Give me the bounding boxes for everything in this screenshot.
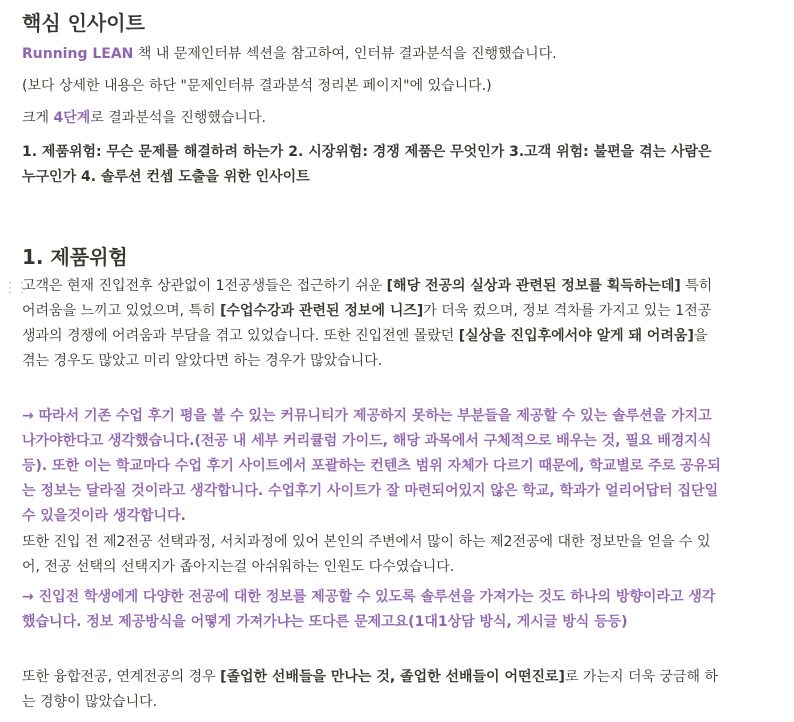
insights-line-1 — [22, 42, 722, 67]
drag-handle-icon[interactable]: ⋮⋮ — [3, 280, 27, 296]
insights-line-3-pre: 크게 — [22, 110, 54, 126]
section-1-heading: 1. 제품위험 — [22, 245, 128, 269]
section-1-paragraph-3: 또한 진입 전 제2전공 선택과정, 서치과정에 있어 본인의 주변에서 많이 하는 제2전공에 대한 정보만을 얻을 수 있어, 전공 선택의 선택지가 좁아지는걸 아쉬워하는 인원도 다수였습니다. — [22, 534, 711, 575]
section-1-paragraph-5 — [22, 665, 722, 715]
p1-bold-b: [해당 전공의 실상과 관련된 정보를 획득하는데] — [386, 278, 681, 294]
insights-line-1-text: 책 내 문제인터뷰 섹션을 참고하여, 인터뷰 결과분석을 진행했습니다. — [133, 46, 557, 62]
p5-text-c: 로 가는지 더욱 궁금해 하는 경향이 많았습니다. — [22, 669, 718, 710]
p5-bold-b: [졸업한 선배들을 만나는 것, 졸업한 선배들이 어떤진로] — [220, 669, 565, 685]
insights-line-3 — [22, 106, 722, 131]
section-1-paragraph-2: → 따라서 기존 수업 후기 평을 볼 수 있는 커뮤니티가 제공하지 못하는 부분들을 제공할 수 있는 솔루션을 가지고 나가야한다고 생각했습니다.(전공 내 세부 커리큘럼 가이드, 해당 과목에서 구체적으로 배우는 것, 필요 배경지식 등). 또한 이는 학교마다 수업 후기 사이트에서 포괄하는 컨텐츠 범위 자체가 다르기 때문에, 학교별로 주로 공유되는 정보는 달라질 것이라고 생각합니다. 수업후기 사이트가 잘 마련되어있지 않은 학교, 학과가 얼리어답터 집단일 수 있을것이라 생각합니다. — [22, 408, 721, 524]
section-1-paragraph-4: → 진입전 학생에게 다양한 전공에 대한 정보를 제공할 수 있도록 솔루션을 가져가는 것도 하나의 방향이라고 생각했습니다. 정보 제공방식을 어떻게 가져가냐는 또다른 문제고요(1대1상담 방식, 게시글 방식 등등) — [22, 589, 716, 630]
p1-text-a: 고객은 현재 진입전후 상관없이 1전공생들은 접근하기 쉬운 — [22, 278, 387, 294]
p1-bold-d: [수업수강과 관련된 정보에 니즈] — [220, 303, 424, 319]
p1-text-e: 가 더욱 컸으며, 정보 격차를 가지고 있는 1전공생과의 경쟁에 어려움과 부담을 겪고 있었습니다. 또한 진입전엔 몰랐던 — [22, 303, 712, 344]
insights-line-3-post: 로 결과분석을 진행했습니다. — [90, 110, 266, 126]
p5-text-a: 또한 융합전공, 연계전공의 경우 — [22, 669, 221, 685]
insights-line-2: (보다 상세한 내용은 하단 "문제인터뷰 결과분석 정리본 페이지"에 있습니다.) — [22, 78, 492, 94]
steps-list: 1. 제품위험: 무슨 문제를 해결하려 하는가 2. 시장위험: 경쟁 제품은 무엇인가 3.고객 위험: 불편을 겪는 사람은 누구인가 4. 솔루션 컨셉 도출을 위한 인사이트 — [22, 144, 712, 185]
insights-heading: 핵심 인사이트 — [22, 11, 145, 35]
running-lean-highlight: Running LEAN — [22, 46, 134, 62]
section-1-paragraph-1 — [22, 274, 722, 374]
p1-bold-f: [실상을 진입후에서야 알게 돼 어려움] — [458, 328, 694, 344]
p1-text-c: 특히 어려움을 느끼고 있었으며, 특히 — [22, 278, 713, 319]
p1-text-g: 을 겪는 경우도 많았고 미리 알았다면 하는 경우가 많았습니다. — [22, 328, 708, 369]
four-steps-highlight: 4단계 — [53, 110, 91, 126]
